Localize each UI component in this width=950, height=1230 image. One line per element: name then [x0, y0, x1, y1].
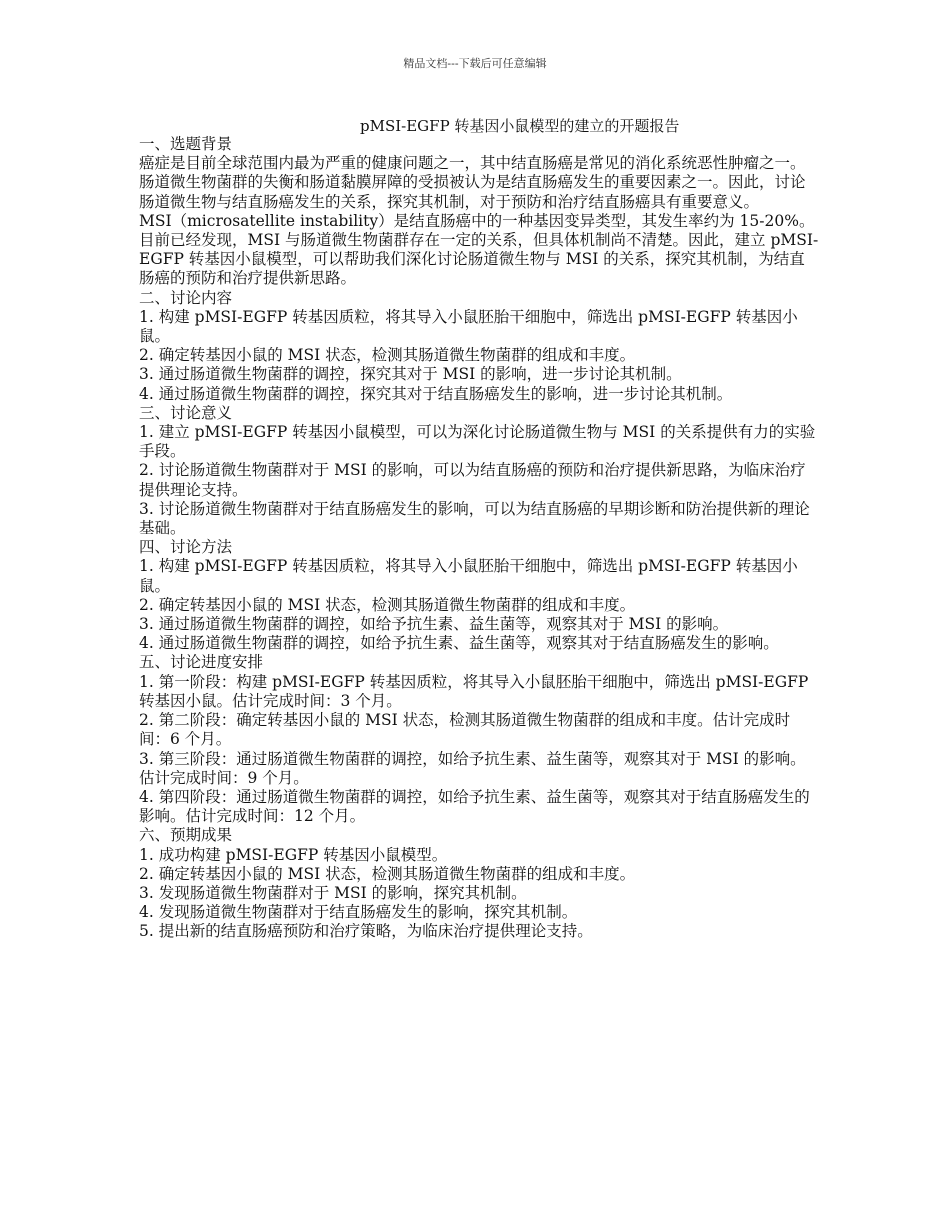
list-item: 5. 提出新的结直肠癌预防和治疗策略，为临床治疗提供理论支持。: [139, 922, 593, 941]
section-heading: 三、讨论意义: [139, 403, 233, 422]
list-item: 4. 第四阶段：通过肠道微生物菌群的调控，如给予抗生素、益生菌等，观察其对于结直肠癌发生的影响。估计完成时间：12 个月。: [139, 787, 810, 826]
list-item: 3. 讨论肠道微生物菌群对于结直肠癌发生的影响，可以为结直肠癌的早期诊断和防治提供新的理论基础。: [139, 499, 810, 538]
page-header: 精品文档---下载后可任意编辑: [403, 57, 547, 70]
section-background: [139, 135, 819, 289]
list-item: 4. 通过肠道微生物菌群的调控，如给予抗生素、益生菌等，观察其对于结直肠癌发生的影响。: [139, 634, 779, 653]
list-item: 1. 构建 pMSI-EGFP 转基因质粒，将其导入小鼠胚胎干细胞中，筛选出 pMSI-EGFP 转基因小鼠。: [139, 307, 798, 346]
section-content: [139, 289, 819, 404]
list-item: 1. 构建 pMSI-EGFP 转基因质粒，将其导入小鼠胚胎干细胞中，筛选出 pMSI-EGFP 转基因小鼠。: [139, 557, 798, 595]
section-heading: 四、讨论方法: [139, 538, 233, 557]
section-heading: 六、预期成果: [139, 826, 233, 845]
list-item: 2. 确定转基因小鼠的 MSI 状态，检测其肠道微生物菌群的组成和丰度。: [139, 595, 636, 614]
paragraph: MSI（microsatellite instability）是结直肠癌中的一种基因变异类型，其发生率约为 15-20%。目前已经发现，MSI 与肠道微生物菌群存在一定的关系，但具体机制尚不清楚。因此，建立 pMSI-EGFP 转基因小鼠模型，可以帮助我们深化讨论肠道微生物与 MSI 的关系，探究其机制，为结直肠癌的预防和治疗提供新思路。: [139, 211, 819, 288]
section-schedule: [139, 653, 819, 826]
list-item: 1. 第一阶段：构建 pMSI-EGFP 转基因质粒，将其导入小鼠胚胎干细胞中，筛选出 pMSI-EGFP 转基因小鼠。估计完成时间：3 个月。: [139, 672, 809, 710]
paragraph: 癌症是目前全球范围内最为严重的健康问题之一，其中结直肠癌是常见的消化系统恶性肿瘤之一。肠道微生物菌群的失衡和肠道黏膜屏障的受损被认为是结直肠癌发生的重要因素之一。因此，讨论肠道微生物与结直肠癌发生的关系，探究其机制，对于预防和治疗结直肠癌具有重要意义。: [139, 154, 806, 211]
section-heading: 二、讨论内容: [139, 288, 233, 307]
list-item: 2. 第二阶段：确定转基因小鼠的 MSI 状态，检测其肠道微生物菌群的组成和丰度。估计完成时间：6 个月。: [139, 711, 791, 749]
list-item: 3. 通过肠道微生物菌群的调控，探究其对于 MSI 的影响，进一步讨论其机制。: [139, 365, 682, 384]
section-significance: [139, 404, 819, 538]
section-heading: 五、讨论进度安排: [139, 653, 264, 672]
document-body: [139, 135, 819, 942]
list-item: 3. 发现肠道微生物菌群对于 MSI 的影响，探究其机制。: [139, 883, 527, 902]
list-item: 4. 发现肠道微生物菌群对于结直肠癌发生的影响，探究其机制。: [139, 903, 578, 922]
list-item: 2. 确定转基因小鼠的 MSI 状态，检测其肠道微生物菌群的组成和丰度。: [139, 346, 636, 365]
section-heading: 一、选题背景: [139, 135, 233, 153]
list-item: 4. 通过肠道微生物菌群的调控，探究其对于结直肠癌发生的影响，进一步讨论其机制。: [139, 384, 733, 403]
list-item: 3. 通过肠道微生物菌群的调控，如给予抗生素、益生菌等，观察其对于 MSI 的影响。: [139, 615, 729, 634]
list-item: 2. 确定转基因小鼠的 MSI 状态，检测其肠道微生物菌群的组成和丰度。: [139, 864, 636, 883]
list-item: 1. 成功构建 pMSI-EGFP 转基因小鼠模型。: [139, 845, 448, 864]
list-item: 1. 建立 pMSI-EGFP 转基因小鼠模型，可以为深化讨论肠道微生物与 MSI 的关系提供有力的实验手段。: [139, 423, 816, 461]
section-outcomes: [139, 826, 819, 941]
document-title: pMSI-EGFP 转基因小鼠模型的建立的开题报告: [360, 117, 680, 135]
list-item: 3. 第三阶段：通过肠道微生物菌群的调控，如给予抗生素、益生菌等，观察其对于 MSI 的影响。估计完成时间：9 个月。: [139, 749, 806, 787]
section-methods: [139, 538, 819, 653]
list-item: 2. 讨论肠道微生物菌群对于 MSI 的影响，可以为结直肠癌的预防和治疗提供新思路，为临床治疗提供理论支持。: [139, 461, 806, 499]
